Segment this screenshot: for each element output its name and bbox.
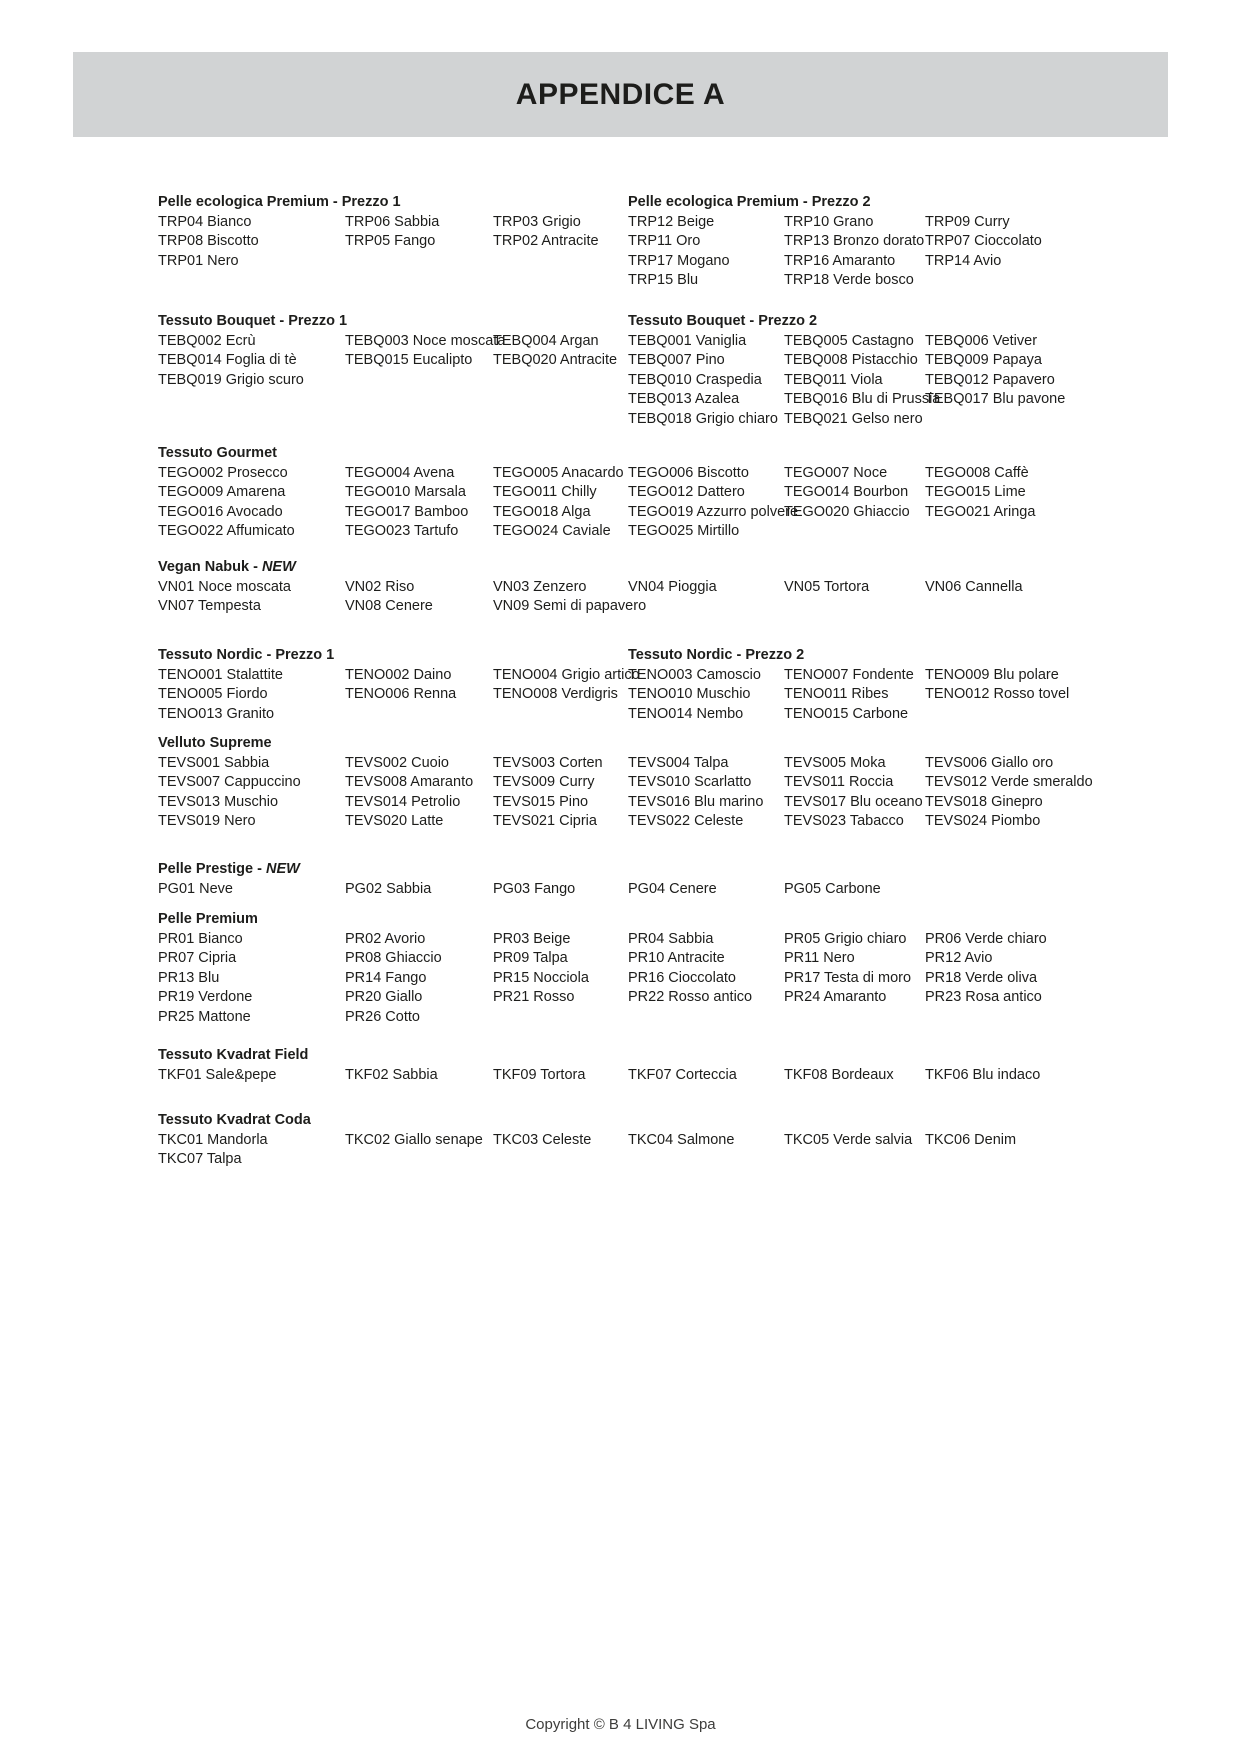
color-code-item: PR21 Rosso [493, 989, 575, 1005]
color-code-item: TENO011 Ribes [784, 686, 889, 702]
color-code-item: PR03 Beige [493, 930, 571, 947]
color-code-item: TEGO010 Marsala [345, 484, 466, 500]
color-code-item: TEVS003 Corten [493, 754, 603, 771]
color-code-item: TENO008 Verdigris [493, 686, 618, 702]
color-code-item: TENO007 Fondente [784, 666, 914, 683]
color-code-item: TEVS010 Scarlatto [628, 774, 752, 790]
color-code-item: PR08 Ghiaccio [345, 950, 442, 966]
color-code-item: TEVS020 Latte [345, 813, 444, 829]
color-code-item: TEVS009 Curry [493, 774, 595, 790]
color-code-item: PR11 Nero [784, 950, 855, 966]
color-code-item: PR13 Blu [158, 969, 220, 986]
color-code-item: PR14 Fango [345, 969, 427, 986]
color-code-item: PR26 Cotto [345, 1008, 420, 1025]
color-code-item: TRP05 Fango [345, 233, 436, 249]
color-code-item: TEGO015 Lime [925, 484, 1026, 500]
section-title: Pelle Prestige - NEW [158, 861, 300, 877]
color-code-item: TEBQ010 Craspedia [628, 371, 762, 388]
color-code-item: VN08 Cenere [345, 598, 433, 614]
color-code-item: TENO013 Granito [158, 705, 275, 722]
color-code-item: TEBQ011 Viola [784, 371, 883, 388]
color-code-item: PR22 Rosso antico [628, 989, 753, 1005]
color-code-item: TEVS017 Blu oceano [784, 793, 923, 810]
color-code-item: PR19 Verdone [158, 989, 253, 1005]
color-code-item: TKC07 Talpa [158, 1151, 242, 1167]
color-code-item: TRP11 Oro [628, 233, 701, 249]
color-code-item: TEGO008 Caffè [925, 464, 1029, 481]
color-code-item: TRP08 Biscotto [158, 233, 259, 249]
color-code-item: VN01 Noce moscata [158, 578, 291, 595]
color-code-item: TRP03 Grigio [493, 213, 581, 230]
color-code-item: TEGO006 Biscotto [628, 464, 749, 481]
color-code-item: TEBQ009 Papaya [925, 352, 1042, 368]
color-code-item: TRP14 Avio [925, 252, 1002, 269]
color-code-item: PR20 Giallo [345, 989, 423, 1005]
color-code-item: VN07 Tempesta [158, 598, 261, 614]
section-title: Tessuto Gourmet [158, 445, 277, 461]
color-code-item: TRP09 Curry [925, 213, 1010, 230]
color-code-item: TEBQ003 Noce moscata [345, 332, 506, 349]
color-code-item: TEVS011 Roccia [784, 774, 894, 790]
color-code-item: TENO001 Stalattite [158, 666, 283, 683]
color-code-item: TEVS018 Ginepro [925, 793, 1043, 810]
color-code-item: TENO012 Rosso tovel [925, 686, 1070, 702]
color-code-item: TKC02 Giallo senape [345, 1131, 483, 1148]
color-code-item: TEVS019 Nero [158, 813, 256, 829]
color-code-item: TENO002 Daino [345, 666, 452, 683]
color-code-item: VN03 Zenzero [493, 578, 587, 595]
color-code-item: TEVS023 Tabacco [784, 813, 904, 829]
color-code-item: PG02 Sabbia [345, 880, 432, 897]
color-code-item: TKF07 Corteccia [628, 1066, 737, 1083]
section-title: Tessuto Nordic - Prezzo 1 [158, 647, 335, 663]
color-code-item: TEVS013 Muschio [158, 793, 279, 810]
section-title: Vegan Nabuk - NEW [158, 559, 296, 575]
color-code-item: TEVS021 Cipria [493, 813, 597, 829]
section-title: Tessuto Kvadrat Coda [158, 1112, 311, 1128]
color-code-item: TEBQ005 Castagno [784, 332, 914, 349]
new-badge: NEW [266, 861, 300, 877]
color-code-item: TRP15 Blu [628, 272, 699, 288]
color-code-item: TEGO024 Caviale [493, 523, 611, 539]
color-code-item: TENO005 Fiordo [158, 686, 268, 702]
color-code-item: TEBQ014 Foglia di tè [158, 352, 297, 368]
section-title: Tessuto Nordic - Prezzo 2 [628, 647, 805, 663]
color-code-item: PR02 Avorio [345, 930, 426, 947]
color-code-item: TEGO011 Chilly [493, 484, 597, 500]
color-code-item: TEVS016 Blu marino [628, 793, 764, 810]
section-title: Tessuto Bouquet - Prezzo 1 [158, 313, 348, 329]
color-code-item: TEBQ015 Eucalipto [345, 352, 473, 368]
color-code-item: TEVS022 Celeste [628, 813, 744, 829]
section-title: Pelle Premium [158, 911, 258, 927]
color-code-item: TEGO025 Mirtillo [628, 523, 740, 539]
color-code-item: PR09 Talpa [493, 950, 568, 966]
color-code-item: TKF02 Sabbia [345, 1066, 438, 1083]
color-code-item: PR25 Mattone [158, 1008, 251, 1025]
color-code-item: TENO003 Camoscio [628, 666, 761, 683]
color-code-item: TEGO002 Prosecco [158, 464, 288, 481]
new-badge: NEW [261, 559, 296, 575]
color-code-item: TEBQ020 Antracite [493, 352, 618, 368]
section-title: Velluto Supreme [158, 735, 272, 751]
color-code-item: TEVS015 Pino [493, 793, 589, 810]
color-code-item: TRP12 Beige [628, 213, 715, 230]
color-code-item: TRP01 Nero [158, 252, 239, 269]
color-code-item: TKF06 Blu indaco [925, 1066, 1041, 1083]
color-code-item: TEBQ021 Gelso nero [784, 410, 923, 427]
color-code-item: TENO009 Blu polare [925, 666, 1059, 683]
color-code-item: PR06 Verde chiaro [925, 930, 1047, 947]
color-code-item: PR05 Grigio chiaro [784, 930, 907, 947]
color-code-item: TRP10 Grano [784, 213, 874, 230]
color-code-item: PG01 Neve [158, 880, 233, 897]
color-code-item: TEBQ006 Vetiver [925, 332, 1038, 349]
color-code-item: TEGO014 Bourbon [784, 484, 909, 500]
color-code-item: TKC06 Denim [925, 1131, 1017, 1148]
color-code-item: TRP17 Mogano [628, 252, 730, 269]
color-code-item: VN04 Pioggia [628, 578, 717, 595]
color-code-item: TENO010 Muschio [628, 686, 751, 702]
color-code-item: TEVS006 Giallo oro [925, 754, 1054, 771]
color-code-item: VN06 Cannella [925, 578, 1023, 595]
color-code-item: PR12 Avio [925, 950, 993, 966]
footer-copyright: Copyright © B 4 LIVING Spa [525, 1716, 716, 1733]
color-code-item: TENO014 Nembo [628, 705, 744, 722]
color-code-item: TKC05 Verde salvia [784, 1131, 913, 1148]
color-code-item: TRP04 Bianco [158, 213, 252, 230]
color-code-item: PR17 Testa di moro [784, 969, 912, 986]
color-code-item: PG03 Fango [493, 880, 576, 897]
color-code-item: PR18 Verde oliva [925, 969, 1038, 986]
color-code-item: TEBQ013 Azalea [628, 391, 740, 407]
color-code-item: VN05 Tortora [784, 578, 870, 595]
color-code-item: TRP16 Amaranto [784, 252, 896, 269]
color-code-item: TEGO005 Anacardo [493, 464, 624, 481]
color-code-item: TEBQ004 Argan [493, 332, 599, 349]
color-code-item: TEGO009 Amarena [158, 484, 286, 500]
color-code-item: TKC03 Celeste [493, 1131, 592, 1148]
color-code-item: TEBQ008 Pistacchio [784, 352, 918, 368]
color-code-item: TEVS001 Sabbia [158, 754, 270, 771]
color-code-item: TEVS024 Piombo [925, 813, 1041, 829]
color-code-item: TENO004 Grigio artico [493, 666, 640, 683]
color-code-item: TENO006 Renna [345, 686, 457, 702]
color-code-item: TKF08 Bordeaux [784, 1066, 894, 1083]
color-code-item: TRP06 Sabbia [345, 213, 440, 230]
color-code-item: TEBQ019 Grigio scuro [158, 371, 304, 388]
color-code-item: PR10 Antracite [628, 950, 725, 966]
color-code-item: TEBQ001 Vaniglia [628, 332, 747, 349]
color-code-item: TEGO021 Aringa [925, 503, 1036, 520]
color-code-item: TEGO022 Affumicato [158, 523, 295, 539]
color-code-item: TEVS008 Amaranto [345, 774, 474, 790]
color-code-item: TEGO017 Bamboo [345, 503, 469, 520]
color-code-item: PR16 Cioccolato [628, 969, 736, 986]
color-code-item: TEGO016 Avocado [158, 503, 283, 520]
color-code-item: TEVS014 Petrolio [345, 793, 461, 810]
page-title: APPENDICE A [515, 77, 726, 111]
color-code-item: TKC04 Salmone [628, 1131, 735, 1148]
color-code-item: TEVS002 Cuoio [345, 754, 449, 771]
color-code-item: PG04 Cenere [628, 880, 717, 897]
color-code-item: TEGO018 Alga [493, 503, 591, 520]
color-code-item: PR04 Sabbia [628, 930, 714, 947]
color-code-item: TRP13 Bronzo dorato [784, 233, 925, 249]
color-code-item: TEGO023 Tartufo [345, 523, 459, 539]
color-code-item: TRP02 Antracite [493, 233, 599, 249]
title-band [73, 52, 1168, 137]
color-code-item: TEVS004 Talpa [628, 754, 729, 771]
color-code-item: TEGO020 Ghiaccio [784, 503, 910, 520]
section-title: Pelle ecologica Premium - Prezzo 2 [628, 194, 871, 210]
color-code-item: VN02 Riso [345, 578, 415, 595]
color-code-item: VN09 Semi di papavero [493, 598, 647, 614]
section-title: Pelle ecologica Premium - Prezzo 1 [158, 194, 401, 210]
color-code-item: TEBQ002 Ecrù [158, 332, 256, 349]
color-code-item: PR23 Rosa antico [925, 989, 1042, 1005]
color-code-item: TKF09 Tortora [493, 1066, 586, 1083]
color-code-item: PG05 Carbone [784, 880, 881, 897]
color-code-item: TENO015 Carbone [784, 705, 909, 722]
color-code-item: TEBQ016 Blu di Prussia [784, 391, 941, 407]
color-code-item: TEBQ012 Papavero [925, 371, 1055, 388]
color-code-item: TKC01 Mandorla [158, 1131, 268, 1148]
section-title: Tessuto Bouquet - Prezzo 2 [628, 313, 818, 329]
color-code-item: PR01 Bianco [158, 930, 243, 947]
color-code-item: PR15 Nocciola [493, 969, 589, 986]
color-code-item: TEVS007 Cappuccino [158, 774, 301, 790]
color-code-item: TEBQ018 Grigio chiaro [628, 410, 778, 427]
color-code-item: TEBQ007 Pino [628, 352, 725, 368]
color-code-item: TEGO004 Avena [345, 464, 455, 481]
color-code-item: TEVS012 Verde smeraldo [925, 774, 1093, 790]
color-code-item: PR07 Cipria [158, 950, 237, 966]
color-code-item: TEGO019 Azzurro polvere [628, 503, 799, 520]
color-code-item: PR24 Amaranto [784, 989, 887, 1005]
color-code-item: TRP07 Cioccolato [925, 233, 1042, 249]
color-code-item: TKF01 Sale&pepe [158, 1066, 277, 1083]
section-title: Tessuto Kvadrat Field [158, 1047, 309, 1063]
color-code-item: TRP18 Verde bosco [784, 272, 914, 288]
color-code-item: TEGO012 Dattero [628, 484, 745, 500]
color-code-item: TEVS005 Moka [784, 754, 886, 771]
color-code-item: TEGO007 Noce [784, 464, 888, 481]
color-code-item: TEBQ017 Blu pavone [925, 391, 1066, 407]
